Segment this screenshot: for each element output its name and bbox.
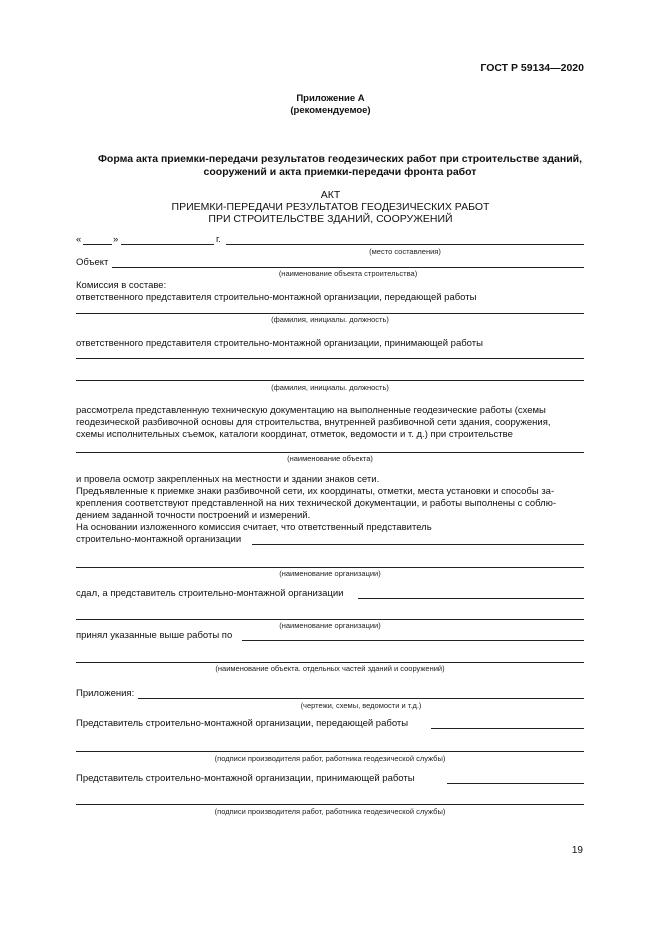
attachments-label: Приложения: [76,688,135,699]
date-month-field[interactable] [121,244,214,245]
act-subheading-1: ПРИЕМКИ-ПЕРЕДАЧИ РЕЗУЛЬТАТОВ ГЕОДЕЗИЧЕСКИХ РАБОТ [171,201,490,213]
handed-label: сдал, а представитель строительно-монтажной организации [76,588,344,599]
object-field[interactable] [112,267,584,268]
sign-receiving-caption: (подписи производителя работ, работника геодезической службы) [214,807,446,816]
date-open-quote: « [76,234,82,245]
para2-line5: На основании изложенного комиссия считает, что ответственный представитель [76,522,432,533]
rep-passing-caption: (фамилия, инициалы. должность) [271,315,389,324]
parts-field-2[interactable] [76,662,584,663]
rep-receiving-field-2[interactable] [76,380,584,381]
org1-caption: (наименование организации) [279,569,381,578]
parts-field-1[interactable] [242,640,584,641]
appendix-title: Приложение А [296,93,365,104]
object-label: Объект [76,257,109,268]
sign-receiving-label: Представитель строительно-монтажной организации, принимающей работы [76,773,415,784]
para2-line6: строительно-монтажной организации [76,534,242,545]
org1-field-2[interactable] [76,567,584,568]
para2-line3: крепления соответствуют представленной на них технической документации, и работы выполнены с соблю- [76,498,557,509]
rep-receiving-field-1[interactable] [76,358,584,359]
rep-passing-field[interactable] [76,313,584,314]
org1-field-1[interactable] [252,544,584,545]
parts-caption: (наименование объекта. отдельных частей зданий и сооружений) [215,664,445,673]
sign-passing-field-2[interactable] [76,751,584,752]
attachments-caption: (чертежи, схемы, ведомости и т.д.) [300,701,422,710]
org2-field-2[interactable] [76,619,584,620]
org2-field-1[interactable] [358,598,584,599]
object-caption: (наименование объекта строительства) [278,269,418,278]
commission-label: Комиссия в составе: [76,280,167,291]
rep-receiving-label: ответственного представителя строительно-монтажной организации, принимающей работы [76,338,483,349]
act-heading: АКТ [320,189,341,201]
sign-passing-caption: (подписи производителя работ, работника геодезической службы) [214,754,446,763]
para2-line1: и провела осмотр закрепленных на местности и здании знаков сети. [76,474,380,485]
attachments-field[interactable] [138,698,584,699]
sign-passing-label: Представитель строительно-монтажной организации, передающей работы [76,718,409,729]
sign-receiving-field-1[interactable] [447,783,584,784]
sign-passing-field-1[interactable] [431,728,584,729]
place-caption: (место составления) [369,247,441,256]
standard-number: ГОСТ Р 59134—2020 [480,62,584,74]
para1-line3: схемы исполнительных съемок, каталоги координат, отметок, ведомости и т. д.) при строительстве [76,429,513,440]
object2-field[interactable] [76,452,584,453]
para2-line2: Предъявленные к приемке знаки разбивочной сети, их координаты, отметки, места установки и способы за- [76,486,555,497]
act-subheading-2: ПРИ СТРОИТЕЛЬСТВЕ ЗДАНИЙ, СООРУЖЕНИЙ [208,213,453,225]
rep-passing-label: ответственного представителя строительно-монтажной организации, передающей работы [76,292,477,303]
rep-receiving-caption: (фамилия, инициалы. должность) [271,383,389,392]
page-number: 19 [571,845,583,856]
date-close-quote: » [113,234,119,245]
form-title-line1: Форма акта приемки-передачи результатов геодезических работ при строительстве зданий, [97,153,583,165]
form-title-line2: сооружений и акта приемки-передачи фронта работ [203,166,477,178]
org2-caption: (наименование организации) [279,621,381,630]
sign-receiving-field-2[interactable] [76,804,584,805]
object2-caption: (наименование объекта) [287,454,373,463]
para2-line4: дением заданной точности построений и измерений. [76,510,311,521]
date-day-field[interactable] [83,244,112,245]
place-field[interactable] [226,244,584,245]
date-year-suffix: г. [216,234,221,245]
para1-line1: рассмотрела представленную техническую документацию на выполненные геодезические работы (схемы [76,405,546,416]
appendix-note: (рекомендуемое) [290,105,371,116]
accepted-label: принял указанные выше работы по [76,630,233,641]
para1-line2: геодезической разбивочной основы для строительства, внутренней разбивочной сети здания, сооружения, [76,417,551,428]
